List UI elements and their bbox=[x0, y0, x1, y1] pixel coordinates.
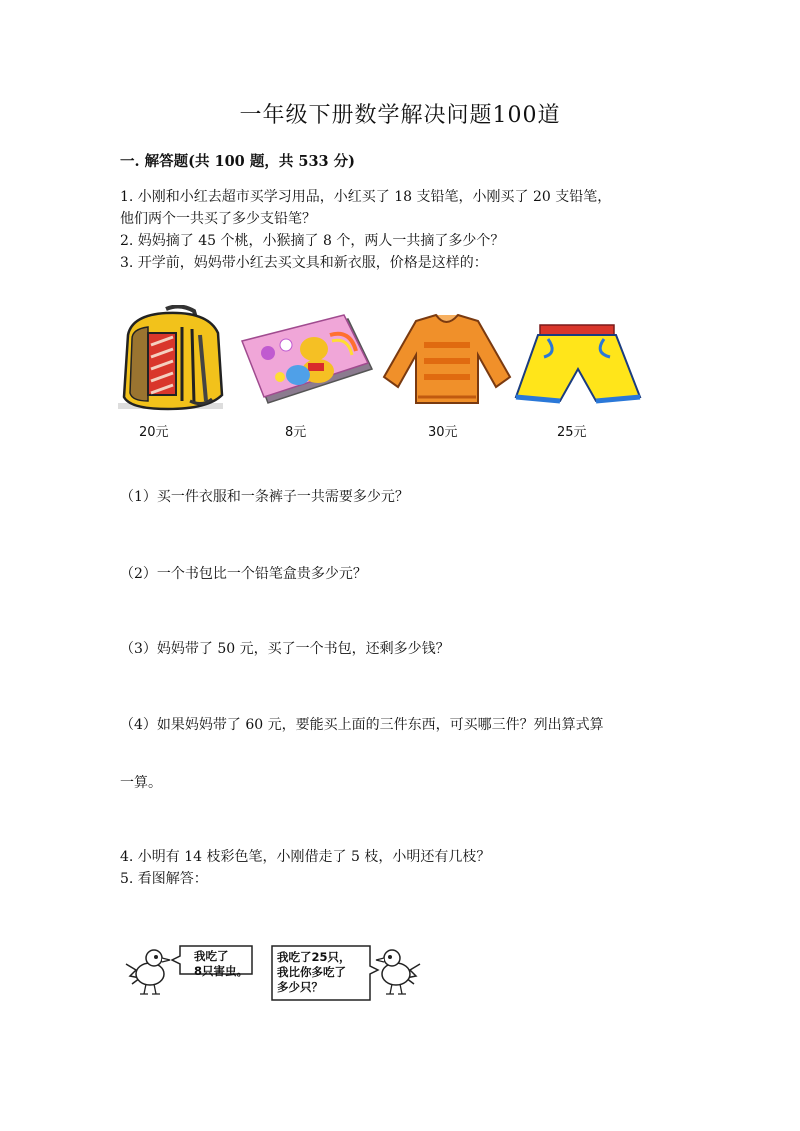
price-sweater: 30元 bbox=[428, 425, 458, 440]
left-bubble-text bbox=[194, 949, 248, 979]
question-1-line-2: 他们两个一共买了多少支铅笔？ bbox=[120, 211, 316, 227]
pencil-box-image bbox=[242, 315, 372, 403]
shopping-items-illustration bbox=[118, 305, 648, 417]
question-3-part-2: （2）一个书包比一个铅笔盒贵多少元？ bbox=[120, 566, 367, 582]
shorts-image bbox=[516, 325, 640, 401]
question-3-part-4-line-2: 一算。 bbox=[120, 775, 162, 791]
question-2: 2. 妈妈摘了 45 个桃，小猴摘了 8 个，两人一共摘了多少个？ bbox=[120, 233, 505, 249]
price-pencil-box: 8元 bbox=[285, 425, 307, 440]
price-backpack: 20元 bbox=[139, 425, 169, 440]
left-bubble-line-2: 8只害虫。 bbox=[194, 964, 249, 978]
left-bubble-line-1: 我吃了 bbox=[194, 949, 229, 963]
price-shorts: 25元 bbox=[557, 425, 587, 440]
sweater-image bbox=[384, 315, 510, 403]
page-title: 一年级下册数学解决问题100道 bbox=[239, 103, 561, 128]
left-bird-icon bbox=[126, 950, 170, 994]
right-bird-icon bbox=[376, 950, 420, 994]
right-bubble-line-3: 多少只？ bbox=[277, 980, 323, 994]
question-1 bbox=[120, 186, 611, 230]
question-1-line-1: 1. 小刚和小红去超市买学习用品，小红买了 18 支铅笔，小刚买了 20 支铅笔， bbox=[120, 189, 612, 205]
right-bubble-text bbox=[277, 950, 351, 995]
question-3-part-1: （1）买一件衣服和一条裤子一共需要多少元？ bbox=[120, 489, 409, 505]
question-3: 3. 开学前，妈妈带小红去买文具和新衣服，价格是这样的： bbox=[120, 255, 488, 271]
question-3-part-4-line-1: （4）如果妈妈带了 60 元，要能买上面的三件东西，可买哪三件？列出算式算 bbox=[120, 717, 604, 733]
question-4: 4. 小明有 14 枝彩色笔，小刚借走了 5 枝，小明还有几枝？ bbox=[120, 849, 491, 865]
right-bubble-line-2: 我比你多吃了 bbox=[277, 965, 346, 979]
question-5: 5. 看图解答： bbox=[120, 871, 208, 887]
section-heading: 一. 解答题(共 100 题，共 533 分) bbox=[120, 153, 356, 170]
cropped-text-fragment bbox=[190, 437, 420, 447]
question-3-part-3: （3）妈妈带了 50 元，买了一个书包，还剩多少钱？ bbox=[120, 641, 450, 657]
backpack-image bbox=[118, 306, 223, 409]
right-bubble-line-1: 我吃了25只， bbox=[277, 950, 351, 964]
birds-illustration bbox=[120, 940, 430, 1002]
